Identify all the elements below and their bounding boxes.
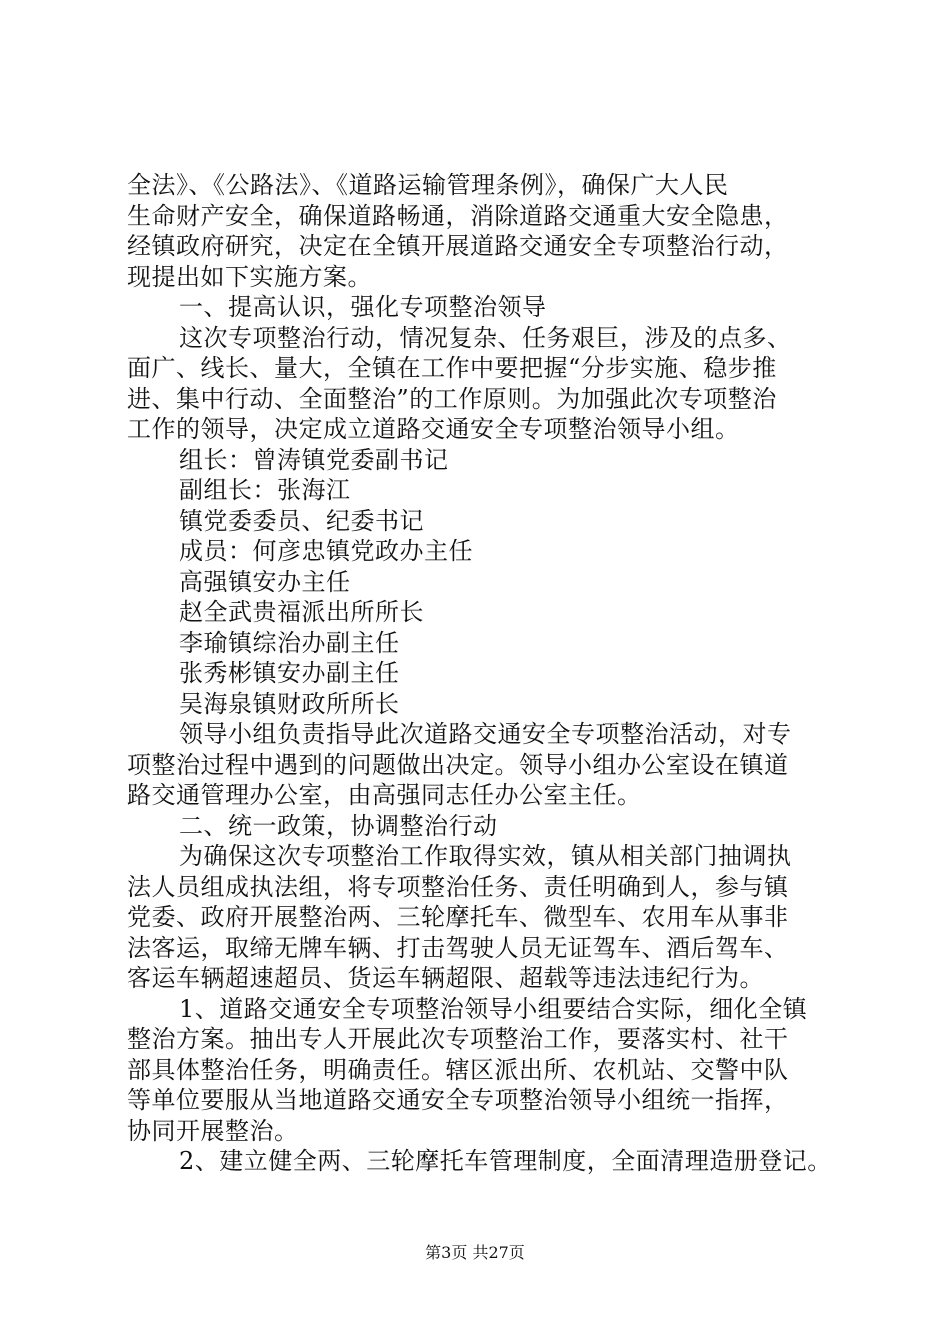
text-line: 进、集中行动、全面整治”的工作原则。为加强此次专项整治 bbox=[127, 384, 777, 413]
page-footer: 第3页 共27页 bbox=[425, 1243, 525, 1262]
document-body bbox=[127, 170, 847, 1177]
text-line: 路交通管理办公室，由高强同志任办公室主任。 bbox=[127, 781, 642, 809]
text-line: 生命财产安全，确保道路畅通，消除道路交通重大安全隐患， bbox=[127, 201, 789, 230]
text-line: 工作的领导，决定成立道路交通安全专项整治领导小组。 bbox=[127, 415, 740, 443]
text-line: 整治方案。抽出专人开展此次专项整治工作，要落实村、社干 bbox=[127, 1025, 789, 1053]
text-line: 吴海泉镇财政所所长 bbox=[179, 689, 400, 718]
text-line: 项整治过程中遇到的问题做出决定。领导小组办公室设在镇道 bbox=[127, 750, 789, 779]
text-line: 1、道路交通安全专项整治领导小组要结合实际，细化全镇 bbox=[179, 994, 808, 1023]
text-line: 全法》、《公路法》、《道路运输管理条例》，确保广大人民 bbox=[127, 171, 729, 199]
text-line: 经镇政府研究，决定在全镇开展道路交通安全专项整治行动， bbox=[127, 232, 789, 260]
text-line: 二、统一政策，协调整治行动 bbox=[179, 811, 498, 840]
text-line: 法客运，取缔无牌车辆、打击驾驶人员无证驾车、酒后驾车、 bbox=[127, 933, 789, 962]
text-line: 协同开展整治。 bbox=[127, 1116, 299, 1145]
text-line: 等单位要服从当地道路交通安全专项整治领导小组统一指挥， bbox=[127, 1086, 789, 1114]
text-line: 领导小组负责指导此次道路交通安全专项整治活动，对专 bbox=[179, 720, 792, 748]
text-line: 法人员组成执法组，将专项整治任务、责任明确到人，参与镇 bbox=[127, 872, 789, 901]
text-line: 现提出如下实施方案。 bbox=[127, 262, 372, 291]
text-line: 面广、线长、量大，全镇在工作中要把握“分步实施、稳步推 bbox=[127, 354, 777, 382]
text-line: 部具体整治任务，明确责任。辖区派出所、农机站、交警中队 bbox=[127, 1055, 789, 1084]
text-line: 副组长：张海江 bbox=[179, 476, 351, 504]
text-line: 张秀彬镇安办副主任 bbox=[179, 659, 400, 687]
text-line: 一、提高认识，强化专项整治领导 bbox=[179, 293, 547, 321]
text-line: 高强镇安办主任 bbox=[179, 567, 351, 596]
text-line: 镇党委委员、纪委书记 bbox=[179, 506, 424, 535]
text-line: 客运车辆超速超员、货运车辆超限、超载等违法违纪行为。 bbox=[127, 964, 764, 992]
text-line: 成员：何彦忠镇党政办主任 bbox=[179, 537, 473, 565]
text-line: 2、建立健全两、三轮摩托车管理制度，全面清理造册登记。 bbox=[179, 1147, 832, 1175]
text-line: 为确保这次专项整治工作取得实效，镇从相关部门抽调执 bbox=[179, 842, 792, 870]
text-line: 李瑜镇综治办副主任 bbox=[179, 628, 400, 657]
text-line: 组长：曾涛镇党委副书记 bbox=[179, 445, 449, 474]
text-line: 党委、政府开展整治两、三轮摩托车、微型车、农用车从事非 bbox=[127, 903, 789, 931]
text-line: 赵全武贵福派出所所长 bbox=[179, 598, 424, 626]
text-line: 这次专项整治行动，情况复杂、任务艰巨，涉及的点多、 bbox=[179, 323, 792, 352]
